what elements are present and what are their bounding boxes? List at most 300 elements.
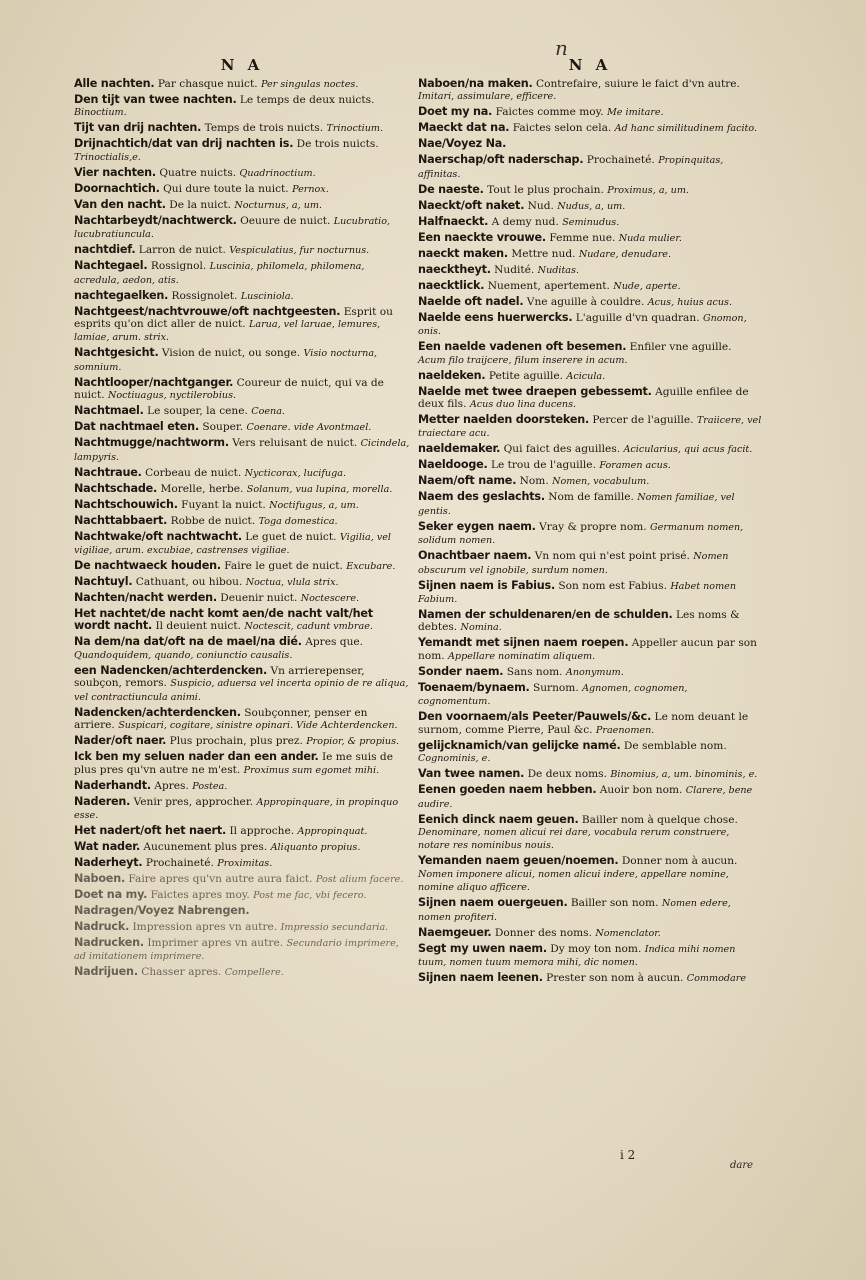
entry-latin: Cognominis, e. (418, 753, 491, 765)
dictionary-entry (418, 855, 762, 894)
dictionary-entry (418, 682, 762, 709)
entry-french: Aucunement plus pres. (143, 840, 268, 853)
dictionary-entry (74, 966, 410, 979)
right-column-heading: N A (568, 56, 612, 74)
entry-french: De deux noms. (527, 768, 607, 781)
entry-headword: Na dem/na dat/oft na de mael/na dié. (74, 635, 302, 649)
dictionary-entry (74, 421, 410, 434)
dictionary-entry (74, 937, 410, 964)
entry-headword: naecktheyt. (418, 262, 491, 276)
dictionary-entry (74, 905, 410, 918)
entry-latin: Commodare (686, 972, 746, 984)
entry-french: Il approche. (229, 824, 295, 837)
entry-latin: Acus duo lina ducens. (469, 399, 577, 411)
folio-number: n (555, 36, 568, 60)
dictionary-entry (418, 814, 762, 853)
dictionary-entry (418, 609, 762, 635)
dictionary-entry (418, 280, 762, 293)
entry-french: Rossignolet. (171, 289, 238, 302)
dictionary-entry (418, 927, 762, 940)
entry-headword: Metter naelden doorsteken. (418, 413, 590, 427)
entry-latin: Pernox. (292, 183, 329, 195)
dictionary-entry (418, 248, 762, 261)
entry-french: Faictes selon cela. (512, 122, 612, 135)
dictionary-entry (418, 414, 762, 441)
entry-headword: Een naelde vadenen oft besemen. (418, 340, 627, 354)
entry-latin: Nudus, a, um. (557, 200, 626, 212)
entry-headword: naeckt maken. (418, 246, 508, 260)
entry-french: Vray & propre nom. (539, 520, 647, 533)
signature-mark: i 2 (620, 1148, 636, 1162)
dictionary-entry (418, 296, 762, 309)
entry-headword: Nachten/nacht werden. (74, 591, 217, 605)
entry-latin: Suspicari, cogitare, sinistre opinari. Vide Achterdencken. (118, 720, 398, 732)
entry-headword: Wat nader. (74, 839, 141, 853)
dictionary-entry (418, 637, 762, 663)
entry-headword: Nachtmael. (74, 404, 144, 418)
entry-headword: Seker eygen naem. (418, 519, 536, 533)
entry-latin: Noctescit, cadunt vmbrae. (244, 621, 373, 633)
entry-headword: Vier nachten. (74, 165, 156, 179)
entry-french: Esprit ou esprits qu'on dict aller de nuict. (74, 305, 393, 331)
entry-latin: Nomen edere, nomen profiteri. (418, 898, 731, 923)
entry-headword: Nachtegael. (74, 259, 148, 273)
entry-latin: Nomen obscurum vel ignobile, surdum nomen. (418, 551, 729, 576)
entry-french: Tout le plus prochain. (487, 183, 604, 196)
entry-french: Impression apres vn autre. (132, 920, 278, 933)
entry-french: Petite aguille. (488, 369, 564, 382)
dictionary-entry (74, 94, 410, 120)
entry-french: Appeller aucun par son nom. (418, 637, 757, 662)
entry-headword: naeldeken. (418, 368, 486, 382)
entry-french: Faire apres qu'vn autre aura faict. (128, 872, 313, 885)
dictionary-entry (418, 475, 762, 488)
entry-latin: Nudare, denudare. (578, 248, 672, 260)
entry-headword: Naem/oft name. (418, 474, 517, 488)
entry-headword: Nader/oft naer. (74, 734, 167, 748)
entry-latin: Lucubratio, lucubratiuncula. (74, 215, 391, 241)
entry-french: Faire le guet de nuict. (224, 560, 343, 573)
entry-french: Deuenir nuict. (220, 592, 298, 605)
entry-latin: Noctescere. (300, 593, 360, 605)
entry-french: Le trou de l'aguille. (490, 459, 596, 472)
dictionary-entry (74, 377, 410, 403)
dictionary-entry (74, 780, 410, 793)
entry-latin: Noctua, vlula strix. (245, 577, 339, 589)
entry-french: Imprimer apres vn autre. (147, 936, 284, 949)
entry-french: L'aguille d'vn quadran. (575, 311, 700, 324)
entry-headword: Naboen/na maken. (418, 77, 533, 90)
entry-latin: Ad hanc similitudinem facito. (614, 123, 758, 135)
entry-french: Prochaineté. (145, 856, 214, 869)
entry-latin: Appropinquare, in propinquo esse. (74, 796, 399, 821)
dictionary-entry (74, 857, 410, 870)
entry-headword: Nachttabbaert. (74, 513, 168, 527)
dictionary-entry (418, 972, 762, 985)
entry-french: Bailler nom à quelque chose. (581, 813, 738, 826)
entry-french: De trois nuicts. (296, 138, 379, 151)
entry-headword: Van twee namen. (418, 767, 525, 781)
entry-headword: Naelde eens huerwercks. (418, 310, 573, 324)
entry-latin: Nocturnus, a, um. (234, 199, 323, 211)
entry-latin: Excubare. (346, 561, 396, 573)
entry-latin: Appropinquat. (297, 825, 368, 837)
entry-headword: Drijnachtich/dat van drij nachten is. (74, 137, 294, 151)
entry-french: Plus prochain, plus prez. (169, 735, 303, 748)
entry-latin: Appellare nominatim aliquem. (448, 650, 596, 662)
entry-latin: Nuda mulier. (618, 232, 682, 244)
entry-french: Ie me suis de plus pres qu'vn autre ne m'est. (74, 751, 393, 776)
entry-latin: Solanum, vua lupina, morella. (246, 483, 393, 495)
entry-headword: Naeckt/oft naket. (418, 198, 525, 212)
dictionary-entry (418, 897, 762, 924)
entry-latin: Aliquanto propius. (270, 841, 361, 853)
entry-latin: Visio nocturna, somnium. (74, 348, 378, 373)
dictionary-entry (418, 154, 762, 181)
entry-latin: Acus, huius acus. (647, 296, 733, 308)
dictionary-entry (74, 841, 410, 854)
dictionary-entry (74, 306, 410, 345)
entry-headword: Nachtschade. (74, 481, 158, 495)
dictionary-entry (74, 138, 410, 164)
dictionary-entry (74, 636, 410, 662)
entry-latin: Traiicere, vel traiectare acu. (418, 415, 762, 440)
dictionary-entry (418, 200, 762, 213)
dictionary-entry (74, 531, 410, 558)
entry-headword: Toenaem/bynaem. (418, 680, 530, 694)
entry-latin: Vespiculatius, fur nocturnus. (229, 245, 370, 257)
entry-headword: Sijnen naem leenen. (418, 970, 543, 984)
entry-latin: Vigilia, vel vigiliae, arum. excubiae, castrenses vigiliae. (74, 531, 391, 557)
entry-latin: Coena. (251, 406, 285, 418)
entry-headword: naeldemaker. (418, 442, 501, 456)
dictionary-entry (74, 515, 410, 528)
entry-french: Rossignol. (150, 260, 207, 273)
entry-latin: Agnomen, cognomen, cognomentum. (418, 682, 688, 708)
entry-latin: Luscinia, philomela, philomena, acredula, aedon, atis. (74, 261, 365, 286)
entry-headword: Het nadert/oft het naert. (74, 823, 227, 837)
entry-french: Temps de trois nuicts. (204, 122, 324, 135)
dictionary-entry (418, 666, 762, 679)
entry-french: Larron de nuict. (138, 244, 226, 257)
entry-headword: Het nachtet/de nacht komt aen/de nacht valt/het wordt nacht. (74, 607, 373, 633)
dictionary-entry (74, 290, 410, 303)
entry-headword: Sijnen naem ouergeuen. (418, 896, 568, 910)
entry-headword: Maeckt dat na. (418, 121, 510, 135)
dictionary-entry (418, 106, 762, 119)
dictionary-entry (418, 78, 762, 104)
entry-french: Souper. (202, 421, 244, 434)
dictionary-entry (74, 122, 410, 135)
entry-french: Enfiler vne aguille. (629, 341, 732, 354)
entry-latin: Trinoctium. (326, 123, 384, 135)
entry-french: Oeuure de nuict. (240, 214, 331, 227)
dictionary-entry (418, 740, 762, 766)
entry-latin: Denominare, nomen alicui rei dare, vocabula rerum construere, notare res nominibus nouis. (418, 826, 730, 852)
entry-headword: Nachtschouwich. (74, 497, 178, 511)
dictionary-entry (418, 943, 762, 970)
entry-latin: Praenomen. (595, 724, 655, 736)
entry-french: Morelle, herbe. (160, 482, 244, 495)
left-entry-list (74, 78, 410, 980)
dictionary-entry (74, 183, 410, 196)
entry-french: Venir pres, approcher. (133, 795, 254, 808)
entry-latin: Post me fac, vbi fecero. (253, 889, 367, 901)
entry-headword: Alle nachten. (74, 77, 155, 90)
entry-french: Percer de l'aguille. (592, 414, 694, 427)
entry-french: De la nuict. (169, 198, 231, 211)
entry-latin: Binoctium. (74, 107, 127, 119)
entry-french: Nom de famille. (548, 491, 634, 504)
entry-headword: Naelde met twee draepen gebessemt. (418, 384, 652, 398)
left-column-heading: N A (220, 56, 264, 74)
entry-headword: Nachtraue. (74, 465, 142, 479)
entry-french: Il deuient nuict. (155, 620, 241, 633)
entry-latin: Lusciniola. (240, 290, 294, 302)
entry-latin: Propior, & propius. (306, 736, 400, 748)
entry-headword: Doet my na. (418, 105, 493, 119)
entry-headword: Naderhandt. (74, 778, 151, 792)
entry-french: Sans nom. (506, 665, 563, 678)
entry-headword: Naderheyt. (74, 855, 143, 869)
entry-latin: Proximus sum egomet mihi. (243, 764, 380, 776)
entry-french: Aguille enfilee de deux fils. (418, 385, 749, 411)
entry-latin: Nomenclator. (595, 927, 661, 939)
entry-headword: gelijcknamich/van gelijcke namé. (418, 738, 621, 752)
entry-headword: Nachtuyl. (74, 575, 133, 589)
entry-headword: Yemanden naem geuen/noemen. (418, 854, 619, 868)
dictionary-entry (74, 665, 410, 704)
entry-french: A demy nud. (491, 215, 559, 228)
entry-latin: Seminudus. (562, 216, 620, 228)
left-column (74, 56, 410, 982)
entry-french: Femme nue. (549, 231, 616, 244)
entry-french: Prester son nom à aucun. (546, 971, 684, 984)
entry-french: Qui dure toute la nuict. (163, 182, 289, 195)
entry-headword: nachtegaelken. (74, 288, 169, 302)
dictionary-entry (418, 386, 762, 412)
entry-headword: Onachtbaer naem. (418, 549, 532, 563)
entry-french: Donner nom à aucun. (621, 855, 738, 868)
entry-latin: Binomius, a, um. binominis, e. (610, 769, 758, 781)
entry-french: Nom. (519, 475, 549, 488)
entry-headword: Segt my uwen naem. (418, 941, 547, 955)
entry-french: Qui faict des aguilles. (503, 443, 621, 456)
dictionary-entry (418, 312, 762, 339)
entry-french: Nudité. (494, 263, 535, 276)
entry-latin: Propinquitas, affinitas. (418, 155, 724, 180)
dictionary-entry (74, 78, 410, 91)
entry-latin: Nomina. (460, 622, 502, 634)
entry-french: Faictes comme moy. (495, 106, 604, 119)
entry-french: Vne aguille à couldre. (526, 295, 645, 308)
entry-latin: Noctifugus, a, um. (269, 499, 359, 511)
entry-french: Faictes apres moy. (150, 888, 250, 901)
entry-latin: Noctiuagus, nyctilerobius. (107, 390, 237, 402)
dictionary-entry (418, 521, 762, 548)
entry-french: Chasser apres. (141, 966, 222, 979)
entry-latin: Larua, vel laruae, lemures, lamiae, arum. strix. (74, 319, 381, 344)
entry-headword: Naeldooge. (418, 458, 488, 472)
dictionary-entry (74, 825, 410, 838)
dictionary-entry (74, 467, 410, 480)
entry-headword: Nachtmugge/nachtworm. (74, 436, 229, 450)
entry-latin: Proximus, a, um. (607, 184, 689, 196)
entry-french: Quatre nuicts. (159, 166, 237, 179)
entry-french: Son nom est Fabius. (558, 579, 667, 592)
entry-headword: Nadrucken. (74, 935, 144, 949)
entry-headword: De nachtwaeck houden. (74, 559, 221, 573)
entry-latin: Gnomon, onis. (418, 312, 747, 338)
dictionary-entry (74, 199, 410, 212)
dictionary-entry (418, 491, 762, 518)
entry-french: Nud. (527, 199, 554, 212)
dictionary-entry (74, 215, 410, 242)
entry-french: Le souper, la cene. (147, 405, 248, 418)
entry-french: Prochaineté. (586, 154, 655, 167)
entry-headword: Yemandt met sijnen naem roepen. (418, 636, 629, 650)
entry-headword: Doet na my. (74, 887, 148, 901)
dictionary-entry (418, 550, 762, 577)
dictionary-entry (74, 167, 410, 180)
entry-latin: Acum filo traijcere, filum inserere in acum. (418, 354, 628, 366)
entry-headword: Nadruck. (74, 919, 130, 933)
entry-latin: Quadrinoctium. (239, 167, 316, 179)
entry-latin: Coenare. vide Avontmael. (246, 422, 372, 434)
entry-headword: Nadencken/achterdencken. (74, 705, 241, 719)
entry-latin: Nuditas. (537, 264, 580, 276)
entry-headword: Sonder naem. (418, 664, 504, 678)
entry-latin: Compellere. (224, 967, 284, 979)
dictionary-entry (74, 921, 410, 934)
entry-headword: Naerschap/oft naderschap. (418, 153, 584, 167)
entry-headword: Nachtarbeydt/nachtwerck. (74, 213, 237, 227)
entry-french: Soubçonner, penser en arriere. (74, 706, 368, 732)
entry-headword: naecktlick. (418, 278, 485, 292)
entry-latin: Nycticorax, lucifuga. (244, 467, 347, 479)
entry-latin: Me imitare. (606, 107, 664, 119)
entry-latin: Post alium facere. (315, 873, 404, 885)
entry-french: Contrefaire, suiure le faict d'vn autre. (535, 78, 740, 90)
entry-headword: Sijnen naem is Fabius. (418, 578, 556, 592)
entry-headword: Nadragen/Voyez Nabrengen. (74, 903, 250, 917)
entry-french: Vn nom qui n'est point prisé. (534, 550, 690, 563)
entry-latin: Nomen imponere alicui, nomen alicui indere, appellare nomine, nomine aliquo afficere. (418, 868, 729, 894)
entry-headword: Naelde oft nadel. (418, 294, 524, 308)
entry-headword: Eenich dinck naem geuen. (418, 812, 579, 826)
dictionary-entry (74, 889, 410, 902)
dictionary-entry (74, 796, 410, 823)
entry-french: Cathuant, ou hibou. (135, 576, 243, 589)
entry-french: Corbeau de nuict. (145, 466, 242, 479)
entry-french: Vision de nuict, ou songe. (161, 347, 301, 360)
dictionary-entry (418, 138, 762, 151)
entry-headword: Naboen. (74, 871, 126, 885)
entry-latin: Per singulas noctes. (260, 79, 359, 90)
entry-latin: Germanum nomen, solidum nomen. (418, 521, 744, 547)
entry-french: Apres que. (305, 636, 364, 649)
dictionary-entry (418, 232, 762, 245)
dictionary-entry (418, 768, 762, 781)
entry-french: Dy moy ton nom. (550, 942, 642, 955)
entry-latin: Indica mihi nomen tuum, nomen tuum memora mihi, dic nomen. (418, 943, 736, 968)
entry-french: Le temps de deux nuicts. (239, 94, 375, 106)
dictionary-entry (74, 707, 410, 733)
catchword: dare (730, 1160, 754, 1171)
entry-french: Le nom deuant le surnom, comme Pierre, Paul &c. (418, 711, 749, 736)
dictionary-entry (418, 443, 762, 456)
entry-latin: Secundario imprimere, ad imitationem imprimere. (74, 937, 399, 963)
entry-headword: Eenen goeden naem hebben. (418, 783, 597, 797)
entry-headword: Nachtlooper/nachtganger. (74, 375, 234, 389)
entry-french: Vers reluisant de nuict. (232, 437, 358, 450)
right-column (418, 56, 762, 988)
entry-latin: Postea. (192, 780, 228, 792)
entry-french: De semblable nom. (623, 739, 727, 752)
entry-headword: Nachtgesicht. (74, 346, 159, 360)
entry-headword: Naderen. (74, 794, 131, 808)
entry-headword: Namen der schuldenaren/en de schulden. (418, 608, 673, 622)
dictionary-entry (418, 459, 762, 472)
entry-headword: Dat nachtmael eten. (74, 420, 199, 434)
entry-french: Auoir bon nom. (599, 784, 683, 797)
entry-french: Bailler son nom. (570, 897, 659, 910)
dictionary-entry (418, 580, 762, 607)
dictionary-entry (418, 264, 762, 277)
entry-french: Fuyant la nuict. (181, 498, 266, 511)
entry-latin: Foramen acus. (599, 460, 671, 472)
dictionary-entry (74, 560, 410, 573)
entry-headword: een Nadencken/achterdencken. (74, 663, 268, 677)
dictionary-entry (74, 437, 410, 464)
entry-headword: Ick ben my seluen nader dan een ander. (74, 750, 319, 764)
entry-headword: Den voornaem/als Peeter/Pauwels/&c. (418, 710, 652, 724)
dictionary-entry (418, 711, 762, 737)
entry-french: Surnom. (532, 681, 579, 694)
entry-latin: Proximitas. (217, 857, 273, 869)
dictionary-entry (418, 122, 762, 135)
entry-latin: Trinoctialis,e. (74, 151, 141, 163)
entry-latin: Quandoquidem, quando, coniunctio causalis. (74, 649, 293, 661)
dictionary-entry (74, 499, 410, 512)
dictionary-entry (74, 483, 410, 496)
entry-french: Mettre nud. (511, 247, 576, 260)
dictionary-entry (74, 244, 410, 257)
entry-french: Nuement, apertement. (487, 279, 610, 292)
entry-latin: Toga domestica. (258, 515, 338, 527)
entry-latin: Imitari, assimulare, efficere. (418, 91, 557, 103)
dictionary-entry (418, 341, 762, 367)
dictionary-entry (74, 260, 410, 287)
entry-headword: Van den nacht. (74, 197, 166, 211)
entry-headword: Naem des geslachts. (418, 490, 545, 504)
dictionary-entry (74, 751, 410, 777)
dictionary-entry (74, 347, 410, 374)
entry-latin: Acicularius, qui acus facit. (623, 444, 753, 456)
entry-headword: Nae/Voyez Na. (418, 137, 507, 151)
dictionary-entry (74, 405, 410, 418)
entry-french: Apres. (154, 779, 189, 792)
dictionary-entry (418, 370, 762, 383)
entry-french: Vn arrierepenser, soubçon, remors. (74, 664, 365, 690)
entry-headword: Doornachtich. (74, 181, 160, 195)
dictionary-entry (418, 216, 762, 229)
entry-headword: Den tijt van twee nachten. (74, 93, 237, 106)
dictionary-entry (74, 873, 410, 886)
entry-latin: Habet nomen Fabium. (418, 580, 737, 606)
right-entry-list (418, 78, 762, 985)
entry-latin: Nude, aperte. (613, 280, 681, 292)
